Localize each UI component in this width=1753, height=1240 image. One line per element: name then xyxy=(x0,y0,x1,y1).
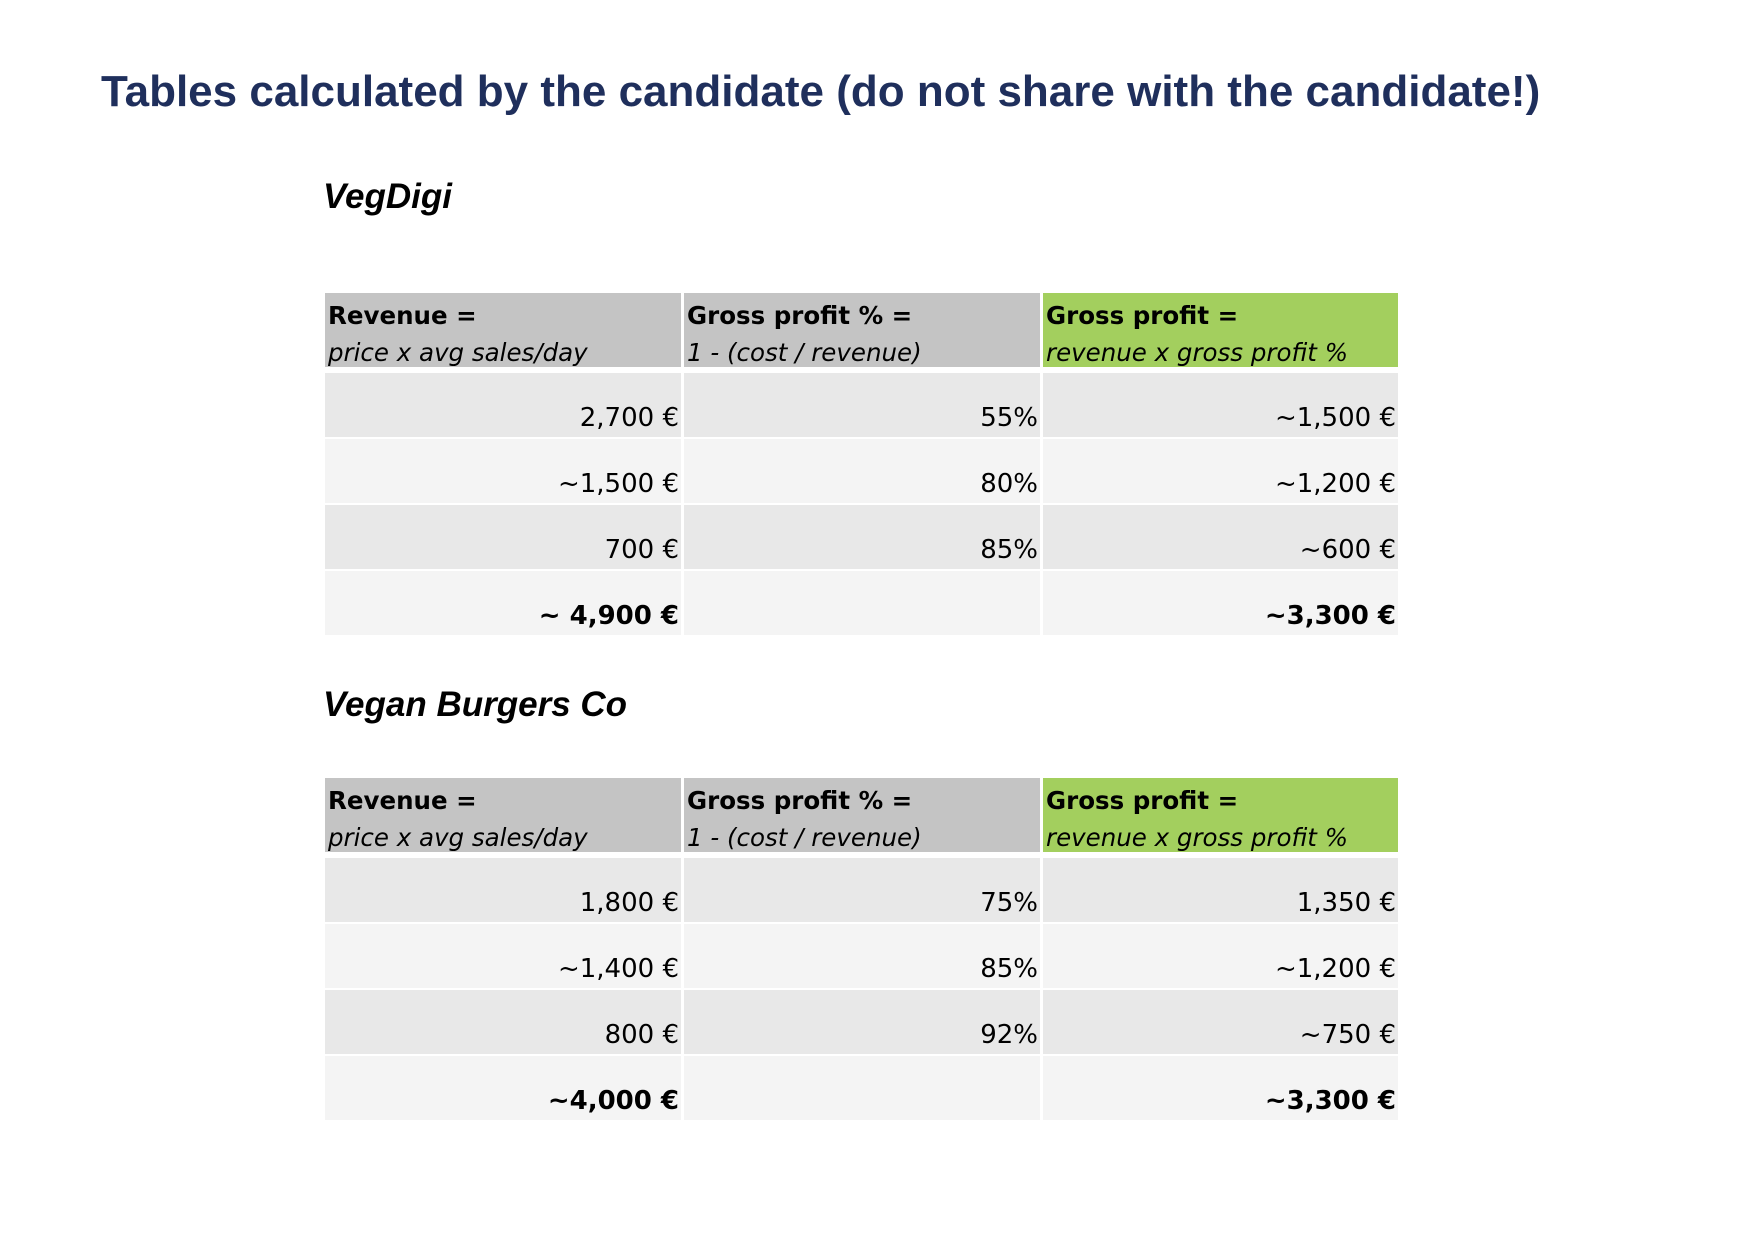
header-formula: 1 - (cost / revenue) xyxy=(687,823,922,852)
cell-gross-profit: ~1,500 € xyxy=(1043,373,1398,437)
table-vegan-burgers-co xyxy=(325,778,1398,1120)
header-formula: revenue x gross profit % xyxy=(1046,338,1348,367)
section-title-vegdigi: VegDigi xyxy=(323,177,452,216)
cell-gross-profit: 1,350 € xyxy=(1043,858,1398,922)
cell-gross-profit-percent: 80% xyxy=(684,439,1040,503)
table-vegdigi xyxy=(325,293,1398,635)
total-gross-profit: ~3,300 € xyxy=(1043,571,1398,635)
table-row xyxy=(325,505,1398,569)
table-row xyxy=(325,858,1398,922)
header-gross-profit xyxy=(1043,778,1398,852)
page-title: Tables calculated by the candidate (do not share with the candidate!) xyxy=(101,67,1541,116)
cell-gross-profit: ~1,200 € xyxy=(1043,924,1398,988)
table-header-row xyxy=(325,293,1398,367)
cell-revenue: ~1,500 € xyxy=(325,439,681,503)
cell-gross-profit-percent: 85% xyxy=(684,505,1040,569)
table-total-row xyxy=(325,571,1398,635)
header-main: Gross profit = xyxy=(1046,301,1239,330)
header-formula: price x avg sales/day xyxy=(328,823,588,852)
table-row xyxy=(325,924,1398,988)
cell-revenue: ~1,400 € xyxy=(325,924,681,988)
cell-gross-profit: ~600 € xyxy=(1043,505,1398,569)
table-row xyxy=(325,990,1398,1054)
cell-gross-profit: ~1,200 € xyxy=(1043,439,1398,503)
cell-gross-profit-percent: 85% xyxy=(684,924,1040,988)
header-main: Revenue = xyxy=(328,301,477,330)
header-revenue xyxy=(325,778,681,852)
table-row xyxy=(325,373,1398,437)
table-row xyxy=(325,439,1398,503)
header-main: Gross profit % = xyxy=(687,786,913,815)
total-gross-profit: ~3,300 € xyxy=(1043,1056,1398,1120)
table-total-row xyxy=(325,1056,1398,1120)
header-formula: price x avg sales/day xyxy=(328,338,588,367)
header-gross-profit-percent xyxy=(684,778,1040,852)
total-gross-profit-percent xyxy=(684,571,1040,635)
cell-revenue: 700 € xyxy=(325,505,681,569)
cell-gross-profit-percent: 55% xyxy=(684,373,1040,437)
table-header-row xyxy=(325,778,1398,852)
section-title-vegan-burgers-co: Vegan Burgers Co xyxy=(323,685,628,724)
header-revenue xyxy=(325,293,681,367)
table-body xyxy=(325,858,1398,1120)
cell-gross-profit-percent: 75% xyxy=(684,858,1040,922)
total-revenue: ~4,000 € xyxy=(325,1056,681,1120)
cell-revenue: 1,800 € xyxy=(325,858,681,922)
header-formula: revenue x gross profit % xyxy=(1046,823,1348,852)
header-main: Gross profit % = xyxy=(687,301,913,330)
header-gross-profit-percent xyxy=(684,293,1040,367)
header-gross-profit xyxy=(1043,293,1398,367)
cell-gross-profit: ~750 € xyxy=(1043,990,1398,1054)
header-main: Revenue = xyxy=(328,786,477,815)
table-body xyxy=(325,373,1398,635)
cell-revenue: 800 € xyxy=(325,990,681,1054)
total-gross-profit-percent xyxy=(684,1056,1040,1120)
total-revenue: ~ 4,900 € xyxy=(325,571,681,635)
cell-gross-profit-percent: 92% xyxy=(684,990,1040,1054)
cell-revenue: 2,700 € xyxy=(325,373,681,437)
header-main: Gross profit = xyxy=(1046,786,1239,815)
header-formula: 1 - (cost / revenue) xyxy=(687,338,922,367)
